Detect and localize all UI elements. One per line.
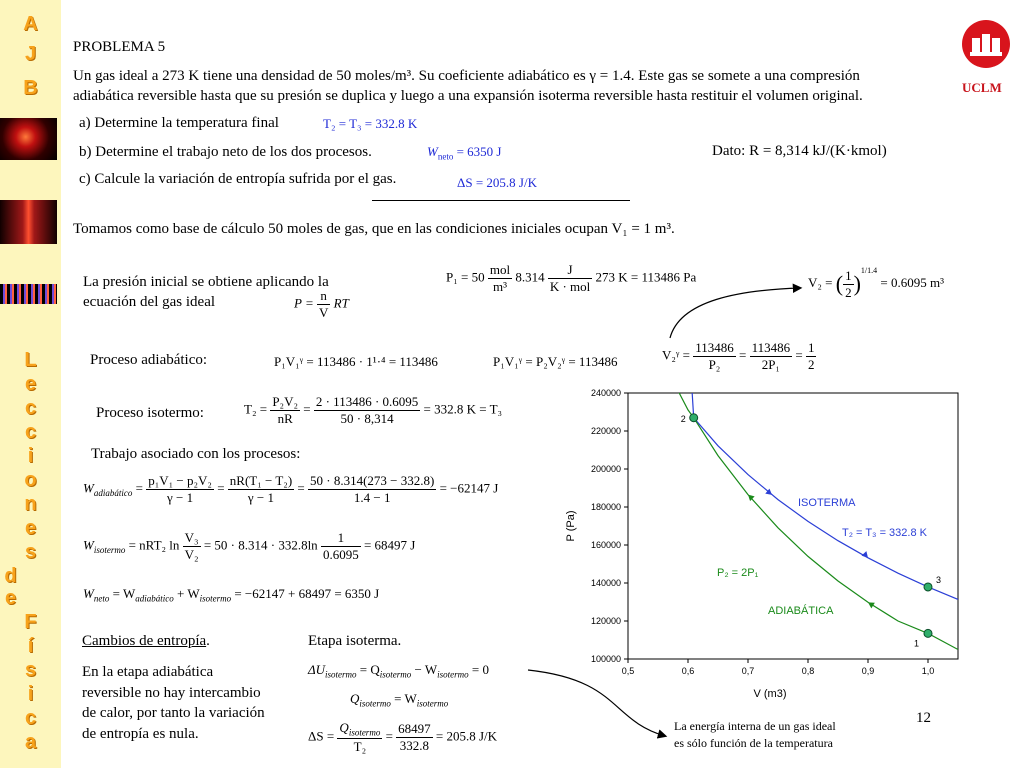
spectrum-thumbnail [0, 284, 57, 304]
y-tick-label: 160000 [590, 540, 621, 550]
entropy-heading: Cambios de entropía. [82, 633, 210, 649]
base-statement: Tomamos como base de cálculo 50 moles de gas, que en las condiciones iniciales ocupan V₁ = 1 m³. [73, 221, 675, 237]
isothermal-work-equation: $W_{isotermo} = nRT_2$ ln $\frac{\text{V₃}}{\text{V₂}}$ = 50 · 8.314 · 332.8ln $\frac{1}{0.6095}$ = 68497 J [83, 530, 416, 562]
y-tick-label: 220000 [590, 426, 621, 436]
answer-a: T₂ = T₃ = 332.8 K [323, 116, 418, 131]
plot-area-frame [628, 393, 958, 659]
sidebar-letter: B [23, 77, 38, 99]
data-given: Dato: R = 8,314 kJ/(K·kmol) [712, 143, 887, 159]
y-tick-label: 100000 [590, 654, 621, 664]
state-point-label: 2 [680, 413, 686, 424]
sidebar-letter: i [27, 683, 34, 705]
x-tick-label: 1,0 [921, 666, 935, 676]
isoterma-label: ISOTERMA [798, 497, 856, 509]
net-work-equation: $W_{neto} = W_{adiabático} + W_{isotermo} = -62147 + 68497 = 6350$ J [83, 586, 380, 604]
sidebar-letter: A [23, 13, 38, 35]
y-tick-label: 180000 [590, 502, 621, 512]
question-a: a) Determine la temperatura final [79, 115, 279, 131]
v2-equation: V₂ = ( $\frac{1}{2}$ )$^{1/1.4}$ = 0.6095 m³ [808, 266, 944, 300]
temperature-label: T₂ = T₃ = 332.8 K [842, 527, 927, 539]
answer-c: ΔS = 205.8 J/K [457, 175, 537, 190]
sidebar-letter: n [24, 493, 37, 515]
sidebar-letter: J [24, 43, 37, 65]
heat-equals-work-equation: $Q_{isotermo} = W_{isotermo}$ [350, 691, 449, 709]
answer-b: $W_{neto} = 6350$ J [427, 144, 502, 162]
x-tick-label: 0,8 [801, 666, 815, 676]
sidebar-letter: i [27, 445, 34, 467]
logo-text: UCLM [962, 80, 1002, 95]
uclm-logo-icon [958, 18, 1014, 74]
sidebar-letter: c [24, 421, 37, 443]
sidebar-letter: í [27, 635, 34, 657]
x-tick-label: 0,9 [861, 666, 875, 676]
isothermal-label: Proceso isotermo: [96, 405, 204, 421]
divider [372, 200, 630, 201]
sidebar [0, 0, 61, 768]
lab-photo-thumbnail [0, 118, 57, 160]
pressure-doubling-label: P₂ = 2P₁ [717, 567, 759, 579]
problem-title: PROBLEMA 5 [73, 39, 166, 55]
internal-energy-equation: $\Delta U_{isotermo} = Q_{isotermo} - W_{isotermo} = 0$ [308, 662, 489, 680]
state-point-label: 1 [914, 638, 920, 649]
y-tick-label: 120000 [590, 616, 621, 626]
y-tick-label: 240000 [590, 388, 621, 398]
p1-equation: P₁ = 50 $\frac{\text{mol}}{\text{m³}}$ 8.314 $\frac{J}{\text{K · mol}}$ 273 K = 113486 Pa [446, 262, 697, 294]
x-tick-label: 0,6 [681, 666, 695, 676]
intro-line: adiabática reversible hasta que su presión se duplica y luego a una expansión isoterma reversible hasta restituir el volumen original. [73, 88, 863, 104]
pv-chart [560, 385, 970, 703]
sidebar-letter: s [24, 659, 37, 681]
sidebar-letter: c [24, 707, 37, 729]
sidebar-letter: o [24, 469, 37, 491]
adiabatic-work-equation: $W_{adiabático}$ = $\frac{\text{p₁V₁ − p₂V₂}}{\gamma - 1}$ = $\frac{\text{nR(T₁ − T₂)}}{\gamma - 1}$ = $\frac{50 \cdot 8.314(273 - 332.8)}{1.4 - 1}$ = −62147 J [83, 473, 499, 505]
sidebar-letter: e [24, 373, 37, 395]
x-tick-label: 0,7 [741, 666, 755, 676]
pressure-explanation: La presión inicial se obtiene aplicando la ecuación del gas ideal [83, 274, 329, 310]
isothermal-stage-label: Etapa isoterma. [308, 633, 402, 649]
x-tick-label: 0,5 [621, 666, 635, 676]
sidebar-letter: d [4, 565, 17, 587]
adiabatic-eq-1: P₁V₁ᵞ = 113486 · 1¹·⁴ = 113486 [274, 354, 438, 369]
volume-ratio-equation: V₂ᵞ = $\frac{113486}{\text{P₂}}$ = $\frac{113486}{\text{2P₁}}$ = $\frac{1}{2}$ [662, 340, 815, 372]
adiabatic-label: Proceso adiabático: [90, 352, 208, 368]
sidebar-letter: e [4, 587, 17, 609]
adiabatica-label: ADIABÁTICA [768, 605, 834, 617]
y-tick-label: 140000 [590, 578, 621, 588]
entropy-change-equation: ΔS = $\frac{Q_{isotermo}}{\text{T₂}}$ = $\frac{68497}{332.8}$ = 205.8 J/K [308, 720, 498, 754]
state-point-2 [690, 414, 698, 422]
sidebar-letter: e [24, 517, 37, 539]
state-point-label: 3 [936, 574, 942, 585]
y-tick-label: 200000 [590, 464, 621, 474]
t2-equation: T₂ = $\frac{\text{P₂V₂}}{nR}$ = $\frac{2 \cdot 113486 \cdot 0.6095}{50 \cdot 8,314}$ = 332.8 K = T₃ [244, 394, 503, 426]
internal-energy-note: La energía interna de un gas ideal es sólo función de la temperatura [674, 719, 836, 750]
state-point-1 [924, 629, 932, 637]
ideal-gas-equation: P = $\frac{n}{V}$ RT [294, 288, 349, 320]
entropy-explanation: En la etapa adiabática reversible no hay intercambio de calor, por tanto la variación de entropía es nula. [82, 664, 265, 742]
series-line-isoterma [658, 385, 958, 599]
sidebar-letter: c [24, 397, 37, 419]
work-label: Trabajo asociado con los procesos: [91, 446, 301, 462]
sidebar-letter: a [24, 731, 37, 753]
lab-photo-thumbnail [0, 200, 57, 244]
question-c: c) Calcule la variación de entropía sufrida por el gas. [79, 171, 397, 187]
sidebar-letter: L [24, 349, 37, 371]
y-axis-label: P (Pa) [565, 510, 577, 542]
sidebar-letter: s [24, 541, 37, 563]
x-axis-label: V (m3) [753, 688, 787, 700]
intro-line: Un gas ideal a 273 K tiene una densidad de 50 moles/m³. Su coeficiente adiabático es γ = 1.4. Este gas se somete a una compresión [73, 68, 860, 84]
adiabatic-eq-2: P₁V₁ᵞ = P₂V₂ᵞ = 113486 [493, 354, 618, 369]
sidebar-letter: F [24, 611, 37, 633]
question-b: b) Determine el trabajo neto de los dos procesos. [79, 144, 372, 160]
page-number: 12 [916, 710, 931, 726]
state-point-3 [924, 583, 932, 591]
